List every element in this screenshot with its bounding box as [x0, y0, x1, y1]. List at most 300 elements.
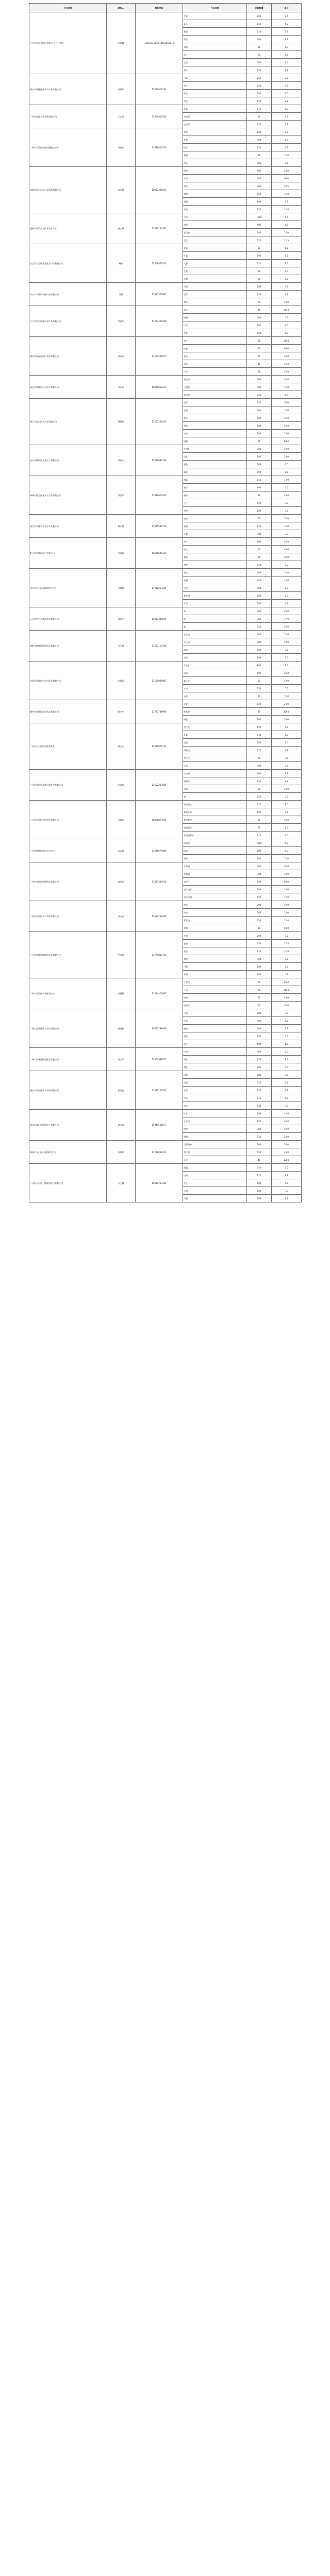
product-cell: 板栗	[183, 522, 247, 530]
product-cell: 牛肉丸	[183, 445, 247, 453]
price-cell: 9.2	[272, 777, 302, 785]
price-cell: 22.0	[272, 206, 302, 213]
product-cell: 牛奶	[183, 1017, 247, 1025]
company-cell: 东莞市长安镇蔬菜批发市场有限公司	[29, 244, 107, 283]
table-row	[29, 1071, 302, 1079]
price-cell: 10.0	[272, 577, 302, 584]
product-cell: 腐乳	[183, 1063, 247, 1071]
quantity-cell: 100	[247, 252, 272, 260]
quantity-cell: 60	[247, 546, 272, 553]
table-body	[29, 12, 302, 1202]
phone-cell: 13922345678/18602050012	[136, 12, 183, 74]
price-cell: 48.0	[272, 492, 302, 499]
product-cell: 干香菇	[183, 978, 247, 986]
quantity-cell: 200	[247, 770, 272, 777]
quantity-cell: 200	[247, 646, 272, 654]
product-cell: 有机生菜	[183, 808, 247, 816]
quantity-cell: 1000	[247, 213, 272, 221]
price-cell: 26.0	[272, 862, 302, 870]
product-cell: 速冻汤圆	[183, 893, 247, 901]
product-cell: 花生油	[183, 631, 247, 638]
quantity-cell: 200	[247, 631, 272, 638]
quantity-cell: 40	[247, 360, 272, 368]
price-cell: 6.5	[272, 963, 302, 971]
company-cell: 揭阳市榕城区粮油贸易有限公司	[29, 631, 107, 662]
company-cell: 阳江市江城区海产有限公司	[29, 538, 107, 569]
price-cell: 65.0	[272, 345, 302, 352]
product-cell: 凉果	[183, 700, 247, 708]
contact-cell: 邓志刚	[107, 376, 136, 399]
product-cell: 马蹄	[183, 1187, 247, 1195]
phone-cell: 13688812345	[136, 128, 183, 167]
quantity-cell: 150	[247, 623, 272, 631]
product-cell: 五花肉	[183, 1117, 247, 1125]
price-cell: 24.0	[272, 1133, 302, 1141]
price-cell: 10.5	[272, 940, 302, 947]
quantity-cell: 300	[247, 406, 272, 414]
contact-cell: 方少雄	[107, 631, 136, 662]
price-cell: 12.0	[272, 855, 302, 862]
table-row	[29, 901, 302, 909]
price-cell: 18.5	[272, 182, 302, 190]
price-cell: 8.0	[272, 801, 302, 808]
product-cell: 西瓜	[183, 159, 247, 167]
price-cell: 15.0	[272, 229, 302, 236]
product-cell: 苹果	[183, 128, 247, 136]
product-cell: 油麦菜	[183, 113, 247, 121]
quantity-cell: 500	[247, 221, 272, 229]
table-row	[29, 607, 302, 615]
price-cell: 4.8	[272, 136, 302, 144]
product-cell: 草莓	[183, 785, 247, 793]
product-cell: 莲藕	[183, 1164, 247, 1172]
company-cell: 广州市花都区冷链物流有限公司	[29, 862, 107, 901]
quantity-cell: 130	[247, 121, 272, 128]
price-cell: 6.0	[272, 43, 302, 51]
quantity-cell: 500	[247, 167, 272, 175]
price-cell: 9.8	[272, 198, 302, 206]
price-cell: 9.8	[272, 1172, 302, 1179]
product-cell: 柑橘	[183, 314, 247, 321]
quantity-cell: 200	[247, 592, 272, 600]
price-cell: 4.2	[272, 1179, 302, 1187]
quantity-cell: 50	[247, 994, 272, 1002]
price-cell: 40.0	[272, 546, 302, 553]
price-cell: 4.8	[272, 1087, 302, 1094]
price-cell: 8.2	[272, 275, 302, 283]
price-cell: 16.0	[272, 522, 302, 530]
product-cell: 茄子	[183, 51, 247, 59]
price-cell: 3.6	[272, 1071, 302, 1079]
company-cell: 广州市天河区新鲜果蔬配送中心	[29, 128, 107, 167]
product-cell: 腌菜	[183, 468, 247, 476]
product-cell: 枸杞	[183, 994, 247, 1002]
contact-cell: 何家明	[107, 337, 136, 376]
product-cell: 韭菜	[183, 244, 247, 252]
quantity-cell: 60	[247, 352, 272, 360]
quantity-cell: 250	[247, 1117, 272, 1125]
quantity-cell: 400	[247, 577, 272, 584]
price-cell: 3.5	[272, 12, 302, 20]
product-cell: 大米	[183, 213, 247, 221]
company-cell: 清远市清城区生态农业有限公司	[29, 376, 107, 399]
price-cell: 32.0	[272, 376, 302, 383]
quantity-cell: 110	[247, 832, 272, 839]
product-cell: 龙眼	[183, 577, 247, 584]
product-cell: 黑米	[183, 855, 247, 862]
quantity-cell: 300	[247, 1141, 272, 1148]
quantity-cell: 200	[247, 901, 272, 909]
product-cell: 有机番茄	[183, 816, 247, 824]
price-cell: 6.5	[272, 244, 302, 252]
table-row	[29, 128, 302, 136]
product-cell: 豆干	[183, 499, 247, 507]
product-cell: 糙米	[183, 847, 247, 855]
quantity-cell: 300	[247, 870, 272, 878]
product-cell: 牛肉	[183, 175, 247, 182]
price-cell: 7.8	[272, 770, 302, 777]
price-cell: 120.0	[272, 1156, 302, 1164]
product-cell: 丝苗米	[183, 839, 247, 847]
table-row	[29, 770, 302, 777]
contact-cell: 梁振华	[107, 306, 136, 337]
product-cell: 芥兰	[183, 82, 247, 90]
quantity-cell: 200	[247, 963, 272, 971]
table-row	[29, 801, 302, 808]
product-cell: 木耳	[183, 360, 247, 368]
price-cell: 5.5	[272, 314, 302, 321]
quantity-cell: 90	[247, 275, 272, 283]
price-cell: 2.6	[272, 159, 302, 167]
product-cell: 带鱼	[183, 422, 247, 430]
product-cell: 柚子	[183, 484, 247, 492]
phone-cell: 13600556677	[136, 337, 183, 376]
product-cell: 梨	[183, 793, 247, 801]
phone-cell: 18820012233	[136, 376, 183, 399]
quantity-cell: 150	[247, 291, 272, 298]
price-cell: 5.0	[272, 731, 302, 739]
price-cell: 26.0	[272, 422, 302, 430]
price-cell: 75.0	[272, 692, 302, 700]
product-cell: 大豆油	[183, 638, 247, 646]
contact-cell: 黄少峰	[107, 213, 136, 244]
contact-cell: 高明远	[107, 862, 136, 901]
phone-cell: 13511223300	[136, 1071, 183, 1110]
quantity-cell: 200	[247, 1110, 272, 1117]
table-row	[29, 839, 302, 847]
price-cell: 5.0	[272, 1048, 302, 1056]
quantity-cell: 80	[247, 43, 272, 51]
price-cell: 8.0	[272, 561, 302, 569]
quantity-cell: 200	[247, 128, 272, 136]
product-cell: 通菜	[183, 1071, 247, 1079]
phone-cell: 15099887766	[136, 445, 183, 476]
company-cell: 珠海市斗门区白蕉海鲈合作社	[29, 1141, 107, 1164]
product-cell: 香蕉	[183, 136, 247, 144]
phone-cell: 15944556677	[136, 1110, 183, 1141]
price-cell: 9.5	[272, 754, 302, 762]
price-cell: 6.5	[272, 1017, 302, 1025]
phone-cell: 13580099887	[136, 662, 183, 700]
company-cell: 惠州市惠阳区鲜肉加工有限公司	[29, 1110, 107, 1141]
quantity-cell: 100	[247, 538, 272, 546]
product-cell: 黄鳝	[183, 924, 247, 932]
price-cell: 3.0	[272, 1009, 302, 1017]
price-cell: 2.1	[272, 97, 302, 105]
price-cell: 42.0	[272, 1110, 302, 1117]
price-cell: 4.0	[272, 329, 302, 337]
quantity-cell: 80	[247, 368, 272, 376]
product-cell: 矿泉水	[183, 662, 247, 669]
column-header: 联系人	[107, 4, 136, 12]
price-cell: 42.0	[272, 677, 302, 685]
product-cell: 白糖	[183, 963, 247, 971]
price-cell: 7.5	[272, 808, 302, 816]
product-cell: 茶叶	[183, 337, 247, 345]
quantity-cell: 300	[247, 383, 272, 391]
product-cell: 辣椒	[183, 43, 247, 51]
price-cell: 4.2	[272, 51, 302, 59]
product-cell: 陈皮	[183, 306, 247, 314]
price-cell: 12.0	[272, 893, 302, 901]
quantity-cell: 300	[247, 638, 272, 646]
price-cell: 18.0	[272, 785, 302, 793]
contact-cell: 麦嘉欣	[107, 770, 136, 801]
company-cell: 梅州市梅县区客家农产品有限公司	[29, 476, 107, 515]
quantity-cell: 80	[247, 785, 272, 793]
price-cell: 14.0	[272, 909, 302, 917]
quantity-cell: 200	[247, 376, 272, 383]
price-cell: 5.8	[272, 1025, 302, 1032]
quantity-cell: 150	[247, 893, 272, 901]
product-cell: 腊肉	[183, 492, 247, 499]
contact-cell: 袁志华	[107, 1048, 136, 1071]
product-cell: 洋葱	[183, 1195, 247, 1202]
product-cell: 鸡	[183, 607, 247, 615]
quantity-cell: 180	[247, 90, 272, 97]
table-row	[29, 569, 302, 577]
price-cell: 9.6	[272, 654, 302, 662]
phone-cell: 13723456789	[136, 306, 183, 337]
price-cell: 9.5	[272, 932, 302, 940]
quantity-cell: 150	[247, 329, 272, 337]
quantity-cell: 250	[247, 206, 272, 213]
product-cell: 粉丝	[183, 1056, 247, 1063]
quantity-cell: 90	[247, 816, 272, 824]
quantity-cell: 120	[247, 82, 272, 90]
price-cell: 48.0	[272, 994, 302, 1002]
contact-cell: 骆文杰	[107, 723, 136, 770]
table-row	[29, 445, 302, 453]
company-cell: 江门市新会区陈皮农产品有限公司	[29, 306, 107, 337]
price-cell: 18.0	[272, 870, 302, 878]
price-cell: 60.0	[272, 924, 302, 932]
price-cell: 88.0	[272, 437, 302, 445]
product-cell: 干贝	[183, 986, 247, 994]
product-cell: 冻鸡翅	[183, 862, 247, 870]
quantity-cell: 300	[247, 1125, 272, 1133]
product-cell: 对虾	[183, 399, 247, 406]
quantity-cell: 90	[247, 754, 272, 762]
product-cell: 瘦肉	[183, 1125, 247, 1133]
product-cell: 米醋	[183, 971, 247, 978]
table-row	[29, 723, 302, 731]
price-cell: 5.0	[272, 105, 302, 113]
quantity-cell: 80	[247, 492, 272, 499]
quantity-cell: 200	[247, 445, 272, 453]
price-cell: 6.0	[272, 592, 302, 600]
price-cell: 2.2	[272, 74, 302, 82]
company-cell: 广州市南沙区水产养殖有限公司	[29, 901, 107, 932]
product-cell: 速冻饺子	[183, 886, 247, 893]
product-cell: 禾虫	[183, 1156, 247, 1164]
phone-cell: 13809876543	[136, 244, 183, 283]
quantity-cell: 150	[247, 561, 272, 569]
product-cell: 花生	[183, 236, 247, 244]
price-cell: 4.5	[272, 484, 302, 492]
quantity-cell: 150	[247, 144, 272, 151]
contact-cell: 吴敏	[107, 283, 136, 306]
quantity-cell: 130	[247, 1102, 272, 1110]
contact-cell: 王志明	[107, 105, 136, 128]
product-cell: 冬瓜	[183, 90, 247, 97]
table-row	[29, 631, 302, 638]
quantity-cell: 150	[247, 20, 272, 28]
company-cell: 中山市小榄镇农副产品有限公司	[29, 283, 107, 306]
table-row	[29, 1048, 302, 1056]
phone-cell: 15013344556	[136, 607, 183, 631]
quantity-cell: 100	[247, 36, 272, 43]
product-cell: 鲈鱼	[183, 901, 247, 909]
product-cell: 芋头	[183, 1179, 247, 1187]
price-cell: 28.0	[272, 167, 302, 175]
table-row	[29, 244, 302, 252]
contact-cell: 谢永强	[107, 515, 136, 538]
contact-cell: 蔡晓玲	[107, 399, 136, 445]
quantity-cell: 100	[247, 414, 272, 422]
product-cell: 苋菜	[183, 1079, 247, 1087]
quantity-cell: 140	[247, 1087, 272, 1094]
column-header: 产品名称	[183, 4, 247, 12]
phone-cell: 13531234567	[136, 213, 183, 244]
price-cell: 7.0	[272, 1187, 302, 1195]
quantity-cell: 120	[247, 700, 272, 708]
column-header: 联系电话	[136, 4, 183, 12]
phone-cell: 13544455667	[136, 978, 183, 1009]
product-cell: 排骨	[183, 1110, 247, 1117]
price-cell: 16.0	[272, 190, 302, 198]
table-row	[29, 105, 302, 113]
price-cell: 120.0	[272, 306, 302, 314]
quantity-cell: 60	[247, 978, 272, 986]
product-cell: 白蕉海鲈	[183, 1141, 247, 1148]
price-cell: 4.2	[272, 221, 302, 229]
price-cell: 17.0	[272, 615, 302, 623]
quantity-cell: 150	[247, 476, 272, 484]
phone-cell: 15920011122	[136, 723, 183, 770]
price-cell: 3.0	[272, 530, 302, 538]
product-cell: 挂面	[183, 1048, 247, 1056]
product-cell: 扇贝	[183, 430, 247, 437]
product-cell: 面包	[183, 1032, 247, 1040]
price-cell: 180.0	[272, 337, 302, 345]
price-cell: 4.4	[272, 1079, 302, 1087]
table-row	[29, 978, 302, 986]
phone-cell: 13622113344	[136, 631, 183, 662]
contact-cell: 罗国华	[107, 476, 136, 515]
quantity-cell: 180	[247, 453, 272, 461]
quantity-cell: 60	[247, 1002, 272, 1009]
phone-cell: 13711223344	[136, 569, 183, 607]
product-cell: 包菜	[183, 739, 247, 747]
company-cell: 广州市番禺区沙湾水果批发有限公司	[29, 770, 107, 801]
product-cell: 苦瓜	[183, 1094, 247, 1102]
quantity-cell: 180	[247, 422, 272, 430]
phone-cell: 13602233455	[136, 770, 183, 801]
contact-cell: 张国强	[107, 167, 136, 213]
price-cell: 10.0	[272, 816, 302, 824]
price-cell: 3.9	[272, 121, 302, 128]
price-cell: 8.5	[272, 824, 302, 832]
product-cell: 鸡蛋	[183, 198, 247, 206]
product-cell: 老抽	[183, 940, 247, 947]
quantity-cell: 80	[247, 924, 272, 932]
quantity-cell: 200	[247, 507, 272, 515]
table-row	[29, 1164, 302, 1172]
product-cell: 鸭	[183, 615, 247, 623]
table-row	[29, 1110, 302, 1117]
product-cell: 番茄	[183, 28, 247, 36]
product-cell: 蜂蜜	[183, 345, 247, 352]
company-cell: 云浮市新兴县禽畜养殖有限公司	[29, 607, 107, 631]
product-cell: 银杏	[183, 515, 247, 522]
price-cell: 2.0	[272, 739, 302, 747]
quantity-cell: 150	[247, 685, 272, 692]
price-cell: 9.0	[272, 267, 302, 275]
price-cell: 4.8	[272, 252, 302, 260]
product-cell: 鹅	[183, 623, 247, 631]
quantity-cell: 60	[247, 267, 272, 275]
product-cell: 粿条	[183, 461, 247, 468]
product-cell: 腐竹	[183, 298, 247, 306]
quantity-cell: 120	[247, 947, 272, 955]
table-row	[29, 306, 302, 314]
quantity-cell: 40	[247, 708, 272, 716]
product-cell: 豆腐	[183, 283, 247, 291]
price-cell: 12.0	[272, 917, 302, 924]
quantity-cell: 100	[247, 855, 272, 862]
company-cell: 佛山市南海区里水农场有限公司	[29, 1071, 107, 1110]
price-cell: 1.6	[272, 90, 302, 97]
price-cell: 3.2	[272, 283, 302, 291]
quantity-cell: 80	[247, 244, 272, 252]
company-cell: 广州市绿源农业发展有限公司	[29, 105, 107, 128]
table-row	[29, 399, 302, 406]
price-cell: 18.0	[272, 430, 302, 437]
product-cell: 土豆	[183, 59, 247, 66]
product-cell: 菠菜	[183, 105, 247, 113]
product-cell: 清远鸡	[183, 376, 247, 383]
quantity-cell: 400	[247, 484, 272, 492]
product-cell: 酸奶	[183, 1025, 247, 1032]
price-cell: 6.2	[272, 144, 302, 151]
price-cell: 220.0	[272, 708, 302, 716]
price-cell: 12.8	[272, 947, 302, 955]
quantity-cell: 110	[247, 1094, 272, 1102]
price-cell: 42.0	[272, 445, 302, 453]
product-cell: 生姜	[183, 267, 247, 275]
product-cell: 紫菜	[183, 553, 247, 561]
